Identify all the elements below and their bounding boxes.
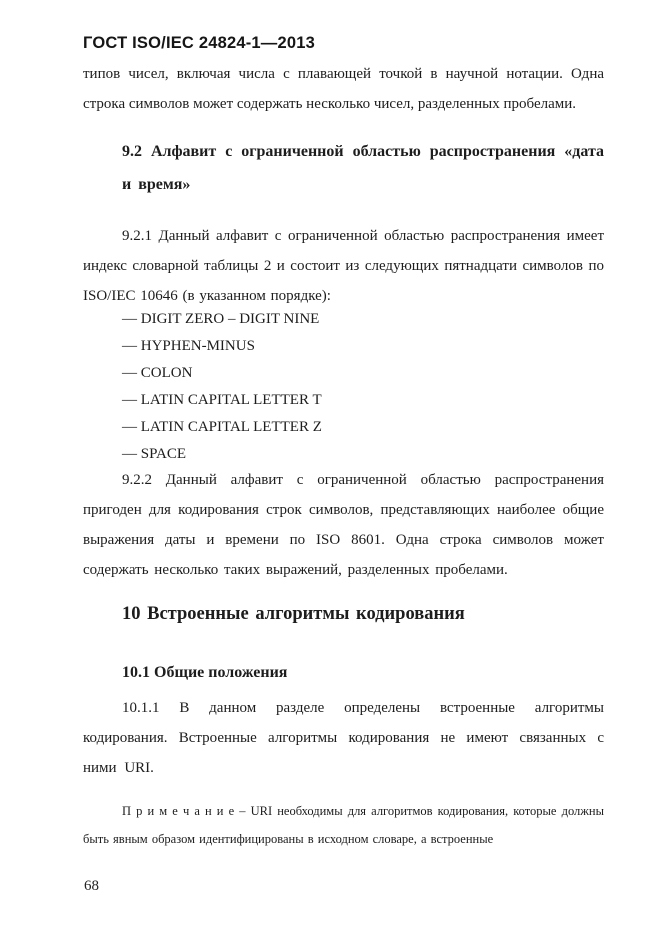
alphabet-list-item: — SPACE <box>122 446 187 462</box>
page-number: 68 <box>84 878 99 894</box>
page-content <box>83 33 604 853</box>
paragraph-10-1-1: 10.1.1 В данном разделе определены встроенные алгоритмы кодирования. Встроенные алгоритмы кодирования не имеют связанных с ними URI. <box>83 700 604 776</box>
paragraph-9-2-2: 9.2.2 Данный алфавит с ограниченной областью распространения пригоден для кодирования строк символов, представляющих наиболее общие выражения даты и времени по ISO 8601. Одна строка символов может содержать несколько таких выражений, разделенных пробелами. <box>83 472 604 578</box>
section-10-heading: 10 Встроенные алгоритмы кодирования <box>122 604 465 624</box>
alphabet-character-list <box>83 306 604 468</box>
alphabet-list-item: — HYPHEN-MINUS <box>122 338 255 354</box>
alphabet-list-item: — LATIN CAPITAL LETTER T <box>122 392 322 408</box>
paragraph-9-2-1: 9.2.1 Данный алфавит с ограниченной областью распространения имеет индекс словарной таблицы 2 и состоит из следующих пятнадцати символов по ISO/IEC 10646 (в указанном порядке): <box>83 228 604 304</box>
running-header: ГОСТ ISO/IEC 24824-1—2013 <box>83 34 315 52</box>
paragraph-intro: типов чисел, включая числа с плавающей точкой в научной нотации. Одна строка символов может содержать несколько чисел, разделенных пробелами. <box>83 66 604 112</box>
alphabet-list-item: — COLON <box>122 365 193 381</box>
section-9-2-heading: 9.2 Алфавит с ограниченной областью распространения «дата и время» <box>122 143 604 193</box>
alphabet-list-item: — LATIN CAPITAL LETTER Z <box>122 419 322 435</box>
alphabet-list-item: — DIGIT ZERO – DIGIT NINE <box>122 311 320 327</box>
section-10-1-heading: 10.1 Общие положения <box>122 664 288 681</box>
note-paragraph: П р и м е ч а н и е – URI необходимы для алгоритмов кодирования, которые должны быть явным образом идентифицированы в исходном словаре, а встроенные <box>83 804 604 846</box>
